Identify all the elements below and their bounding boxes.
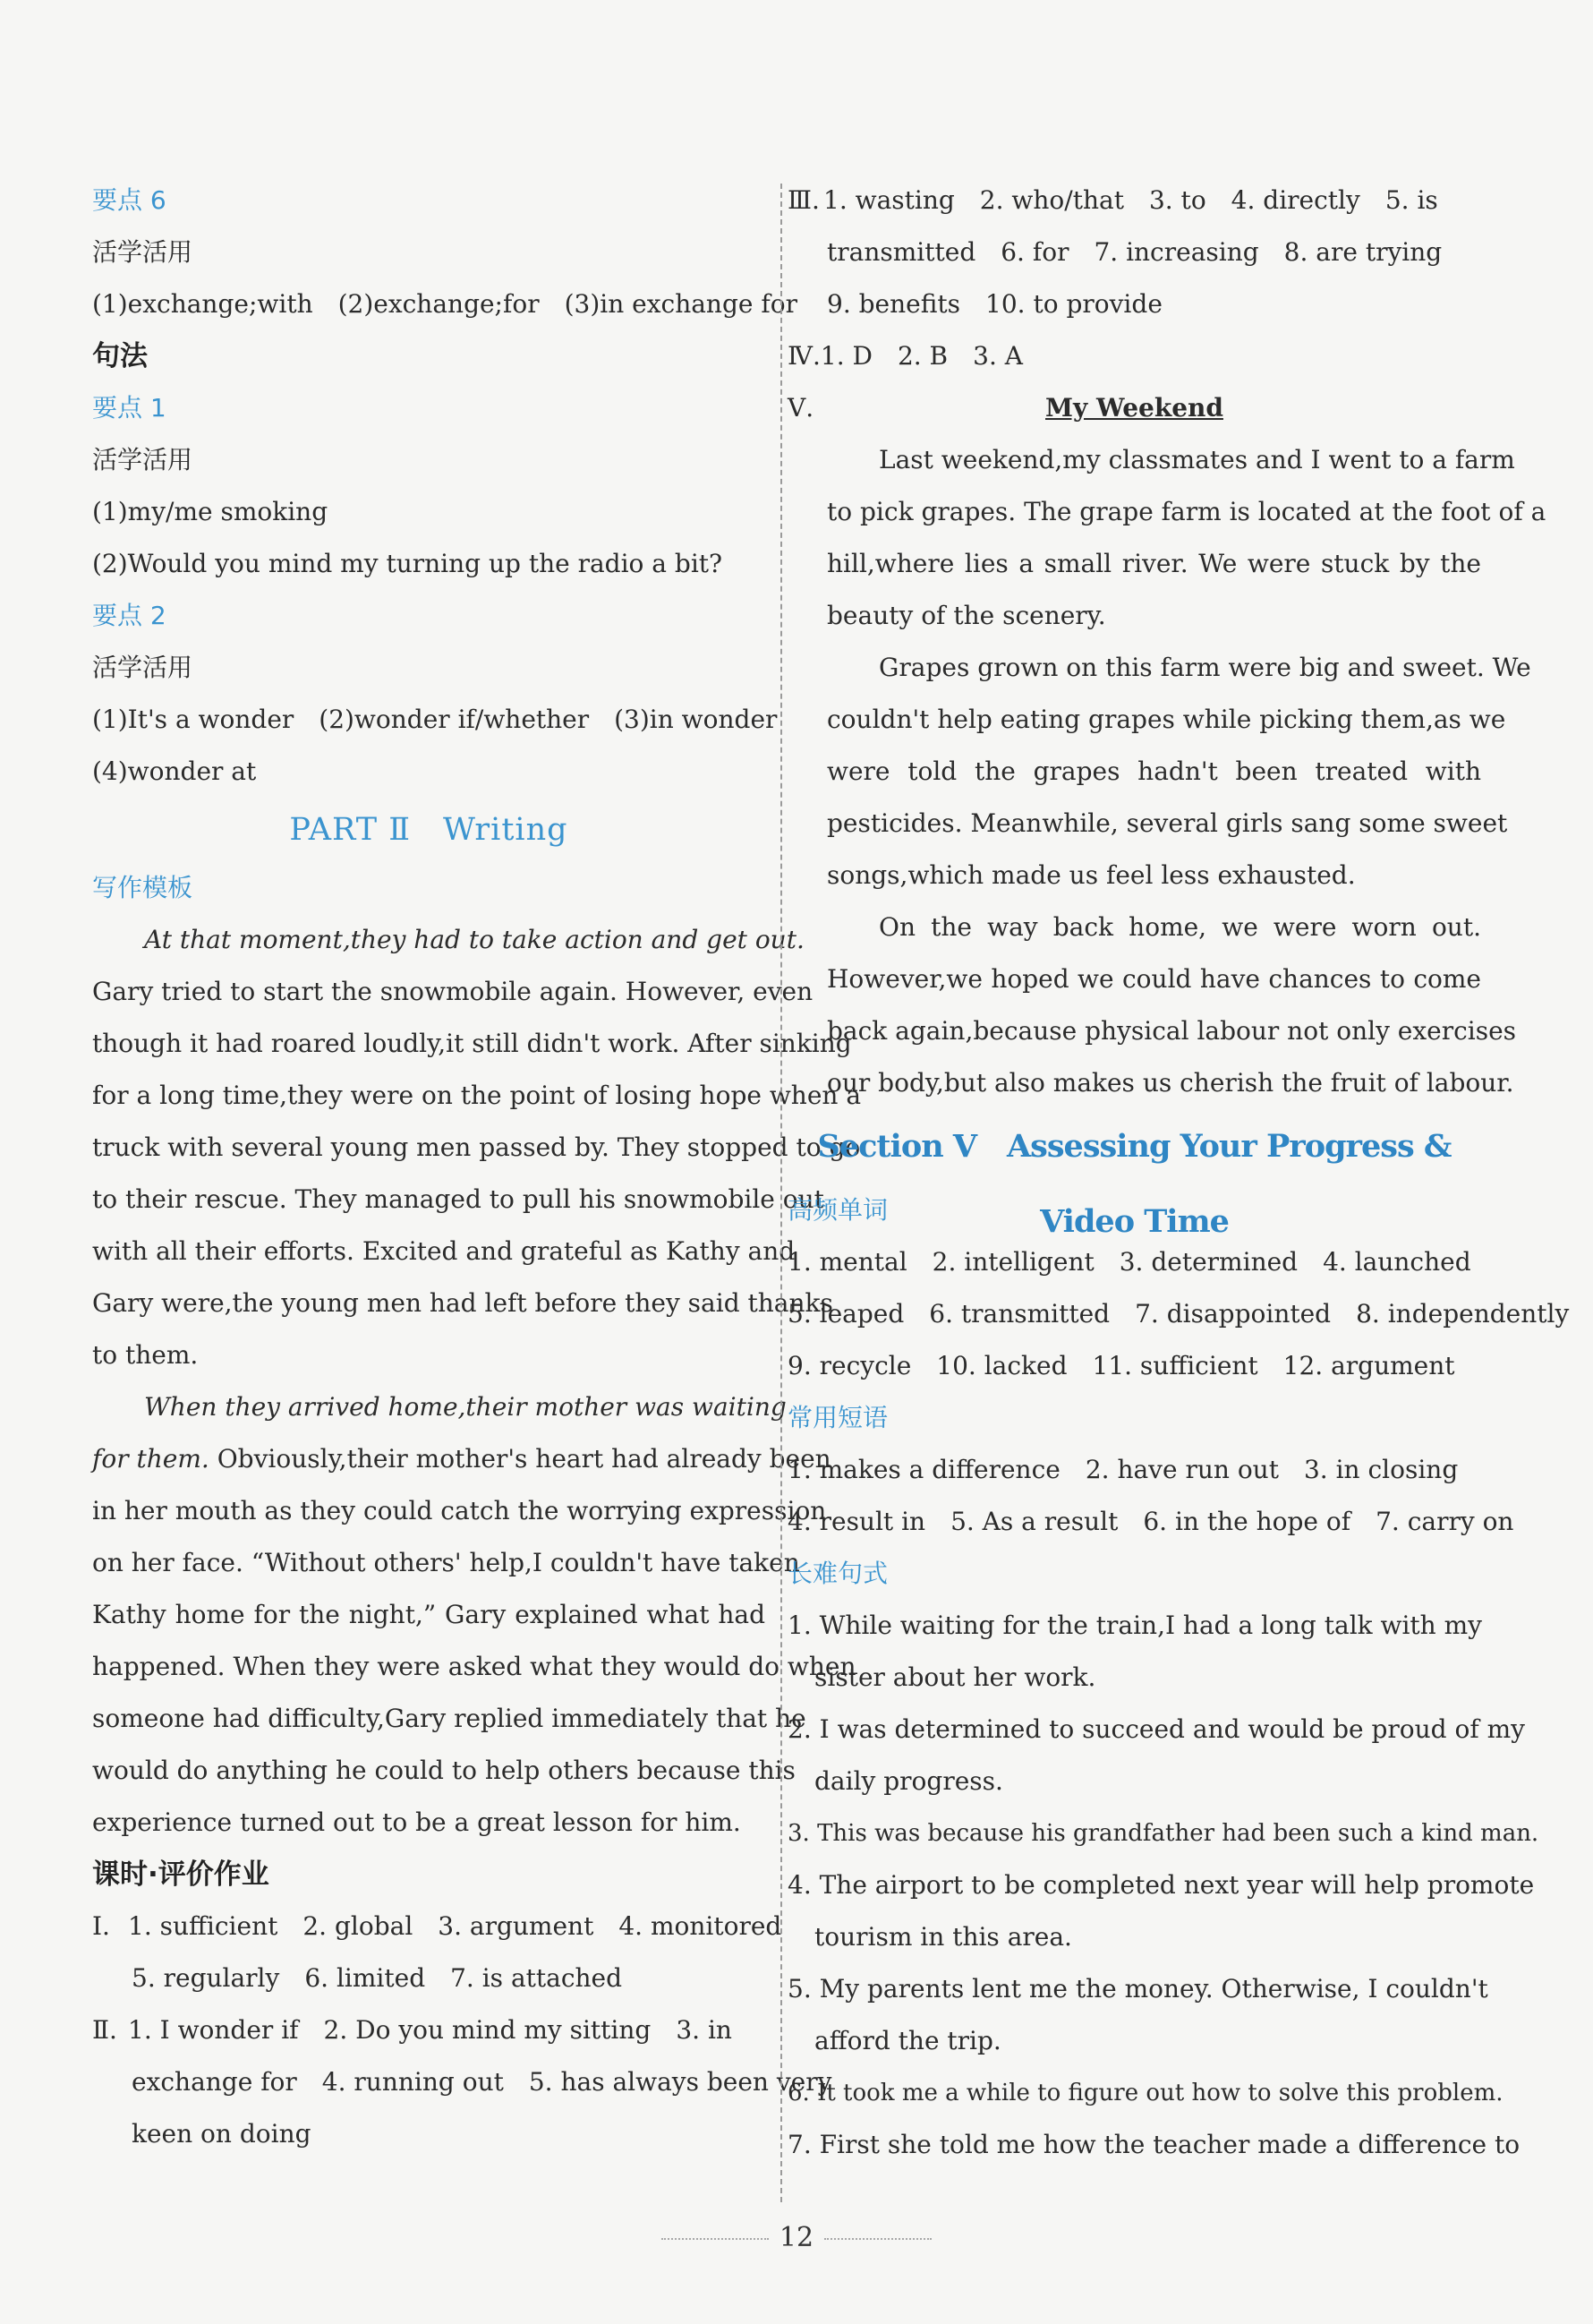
model-essay-line: back again,because physical labour not only exercises <box>827 1016 1517 1046</box>
right-column <box>788 175 1570 2171</box>
key-point-1-heading: 要点 1 <box>92 393 166 423</box>
essay-paragraph-line: When they arrived home,their mother was waiting <box>144 1392 787 1422</box>
key-point-6-heading: 要点 6 <box>92 185 166 215</box>
sentence-line: sister about her work. <box>814 1662 1096 1692</box>
essay-paragraph-line: for a long time,they were on the point of losing hope when a <box>92 1081 862 1110</box>
page-footer <box>0 2222 1593 2253</box>
key-point-1-answer-2: (2)Would you mind my turning up the radio a bit? <box>92 549 723 578</box>
word-answers-line: 1. mental 2. intelligent 3. determined 4. launched <box>788 1247 1471 1277</box>
sentence-line: 5. My parents lent me the money. Otherwise, I couldn't <box>788 1974 1488 2004</box>
italic-phrase: for them. <box>92 1444 209 1474</box>
exercise-3-line: transmitted 6. for 7. increasing 8. are trying <box>827 237 1443 267</box>
essay-paragraph-line: to their rescue. They managed to pull his snowmobile out <box>92 1184 824 1214</box>
exercise-2-line: exchange for 4. running out 5. has always been very <box>132 2067 832 2097</box>
long-sentences-heading: 长难句式 <box>788 1559 889 1588</box>
key-point-6-answers: (1)exchange;with (2)exchange;for (3)in exchange for <box>92 289 797 319</box>
sentence-line: 4. The airport to be completed next year will help promote <box>788 1870 1535 1900</box>
model-essay-line: hill,where lies a small river. We were stuck by the <box>827 549 1481 578</box>
model-essay-line: However,we hoped we could have chances to come <box>827 964 1481 994</box>
roman-numeral: Ⅱ. <box>92 2015 117 2045</box>
column-divider <box>780 184 782 2202</box>
essay-paragraph-line: experience turned out to be a great lesson for him. <box>92 1807 741 1837</box>
exercise-2-line: keen on doing <box>132 2119 311 2149</box>
essay-paragraph-line: Gary were,the young men had left before they said thanks <box>92 1288 833 1318</box>
model-essay-line: were told the grapes hadn't been treated with <box>827 756 1481 786</box>
phrase-answers-line: 4. result in 5. As a result 6. in the hope of 7. carry on <box>788 1507 1514 1536</box>
answer-text: 1. wasting 2. who/that 3. to 4. directly 5. is <box>823 185 1438 215</box>
essay-paragraph-line: would do anything he could to help others because this <box>92 1756 796 1785</box>
essay-paragraph-line: though it had roared loudly,it still didn't work. After sinking <box>92 1029 852 1058</box>
essay-paragraph-line: in her mouth as they could catch the worrying expression <box>92 1496 827 1525</box>
exercise-1-line: 5. regularly 6. limited 7. is attached <box>132 1963 623 1993</box>
page-number: 12 <box>779 2222 814 2253</box>
exercise-4-line: Ⅳ.1. D 2. B 3. A <box>788 341 1023 371</box>
exercise-3-line <box>788 175 1481 226</box>
essay-paragraph-line: At that moment,they had to take action and get out. <box>144 925 805 954</box>
syntax-heading: 句法 <box>92 340 148 372</box>
model-essay-line: pesticides. Meanwhile, several girls sang some sweet <box>827 808 1508 838</box>
exercise-3-line: 9. benefits 10. to provide <box>827 289 1163 319</box>
text-run: Obviously,their mother's heart had already been <box>209 1444 831 1474</box>
practice-label: 活学活用 <box>92 653 193 682</box>
key-point-2-answer-2: (4)wonder at <box>92 756 257 786</box>
footer-rule <box>824 2238 932 2240</box>
key-point-2-answer-1: (1)It's a wonder (2)wonder if/whether (3)in wonder <box>92 705 778 734</box>
essay-paragraph-line: Kathy home for the night,” Gary explained what had <box>92 1600 765 1629</box>
sentence-line: daily progress. <box>814 1766 1003 1796</box>
model-essay-line: Grapes grown on this farm were big and sweet. We <box>879 653 1531 682</box>
sentence-line: 6. It took me a while to figure out how to solve this problem. <box>788 2080 1504 2106</box>
lesson-assessment-heading: 课时·评价作业 <box>92 1858 269 1891</box>
model-essay-line: beauty of the scenery. <box>827 601 1106 630</box>
essay-paragraph-line: happened. When they were asked what they would do when <box>92 1652 856 1681</box>
sentence-line: tourism in this area. <box>814 1922 1072 1952</box>
sentence-line: 3. This was because his grandfather had been such a kind man. <box>788 1820 1539 1847</box>
word-answers-line: 5. leaped 6. transmitted 7. disappointed 8. independently <box>788 1299 1570 1329</box>
roman-numeral: Ⅲ. <box>788 185 820 215</box>
key-point-1-answer-1: (1)my/me smoking <box>92 497 328 526</box>
sentence-line: 1. While waiting for the train,I had a long talk with my <box>788 1611 1482 1640</box>
practice-label: 活学活用 <box>92 445 193 474</box>
essay-title: My Weekend <box>1045 393 1223 423</box>
footer-rule <box>661 2238 769 2240</box>
exercise-5-header <box>788 382 1481 434</box>
roman-numeral: Ⅰ. <box>92 1911 110 1941</box>
model-essay-line: to pick grapes. The grape farm is located at the foot of a <box>827 497 1546 526</box>
answer-text: 1. sufficient 2. global 3. argument 4. monitored <box>128 1911 782 1941</box>
sentence-line: 7. First she told me how the teacher made a difference to <box>788 2130 1521 2159</box>
key-point-2-heading: 要点 2 <box>92 601 166 630</box>
essay-paragraph-line: truck with several young men passed by. They stopped to go <box>92 1132 861 1162</box>
model-essay-line: couldn't help eating grapes while picking them,as we <box>827 705 1506 734</box>
practice-label: 活学活用 <box>92 237 193 267</box>
phrase-answers-line: 1. makes a difference 2. have run out 3. in closing <box>788 1455 1459 1484</box>
essay-paragraph-line <box>92 1433 831 1485</box>
answer-text: 1. I wonder if 2. Do you mind my sitting 3. in <box>128 2015 732 2045</box>
model-essay-line: On the way back home, we were worn out. <box>879 912 1481 942</box>
writing-template-heading: 写作模板 <box>92 873 193 902</box>
common-phrases-heading: 常用短语 <box>788 1403 889 1432</box>
model-essay-line: Last weekend,my classmates and I went to a farm <box>879 445 1515 474</box>
sentence-line: 2. I was determined to succeed and would be proud of my <box>788 1714 1525 1744</box>
essay-paragraph-line: Gary tried to start the snowmobile again. However, even <box>92 977 814 1006</box>
model-essay-line: our body,but also makes us cherish the fruit of labour. <box>827 1068 1514 1098</box>
exercise-2-line <box>92 2004 765 2056</box>
essay-paragraph-line: on her face. “Without others' help,I couldn't have taken <box>92 1548 800 1577</box>
model-essay-line: songs,which made us feel less exhausted. <box>827 860 1356 890</box>
high-frequency-words-heading: 高频单词 <box>788 1195 889 1225</box>
section-5-heading: Section Ⅴ Assessing Your Progress & Video Time <box>817 1128 1452 1240</box>
essay-paragraph-line: someone had difficulty,Gary replied immediately that he <box>92 1704 806 1733</box>
roman-numeral: Ⅴ. <box>788 393 814 423</box>
exercise-1-line <box>92 1901 782 1952</box>
essay-paragraph-line: with all their efforts. Excited and grateful as Kathy and <box>92 1236 796 1266</box>
sentence-line: afford the trip. <box>814 2026 1001 2055</box>
word-answers-line: 9. recycle 10. lacked 11. sufficient 12. argument <box>788 1351 1455 1380</box>
part-2-writing-heading: PART Ⅱ Writing <box>289 812 568 848</box>
essay-paragraph-line: to them. <box>92 1340 199 1370</box>
